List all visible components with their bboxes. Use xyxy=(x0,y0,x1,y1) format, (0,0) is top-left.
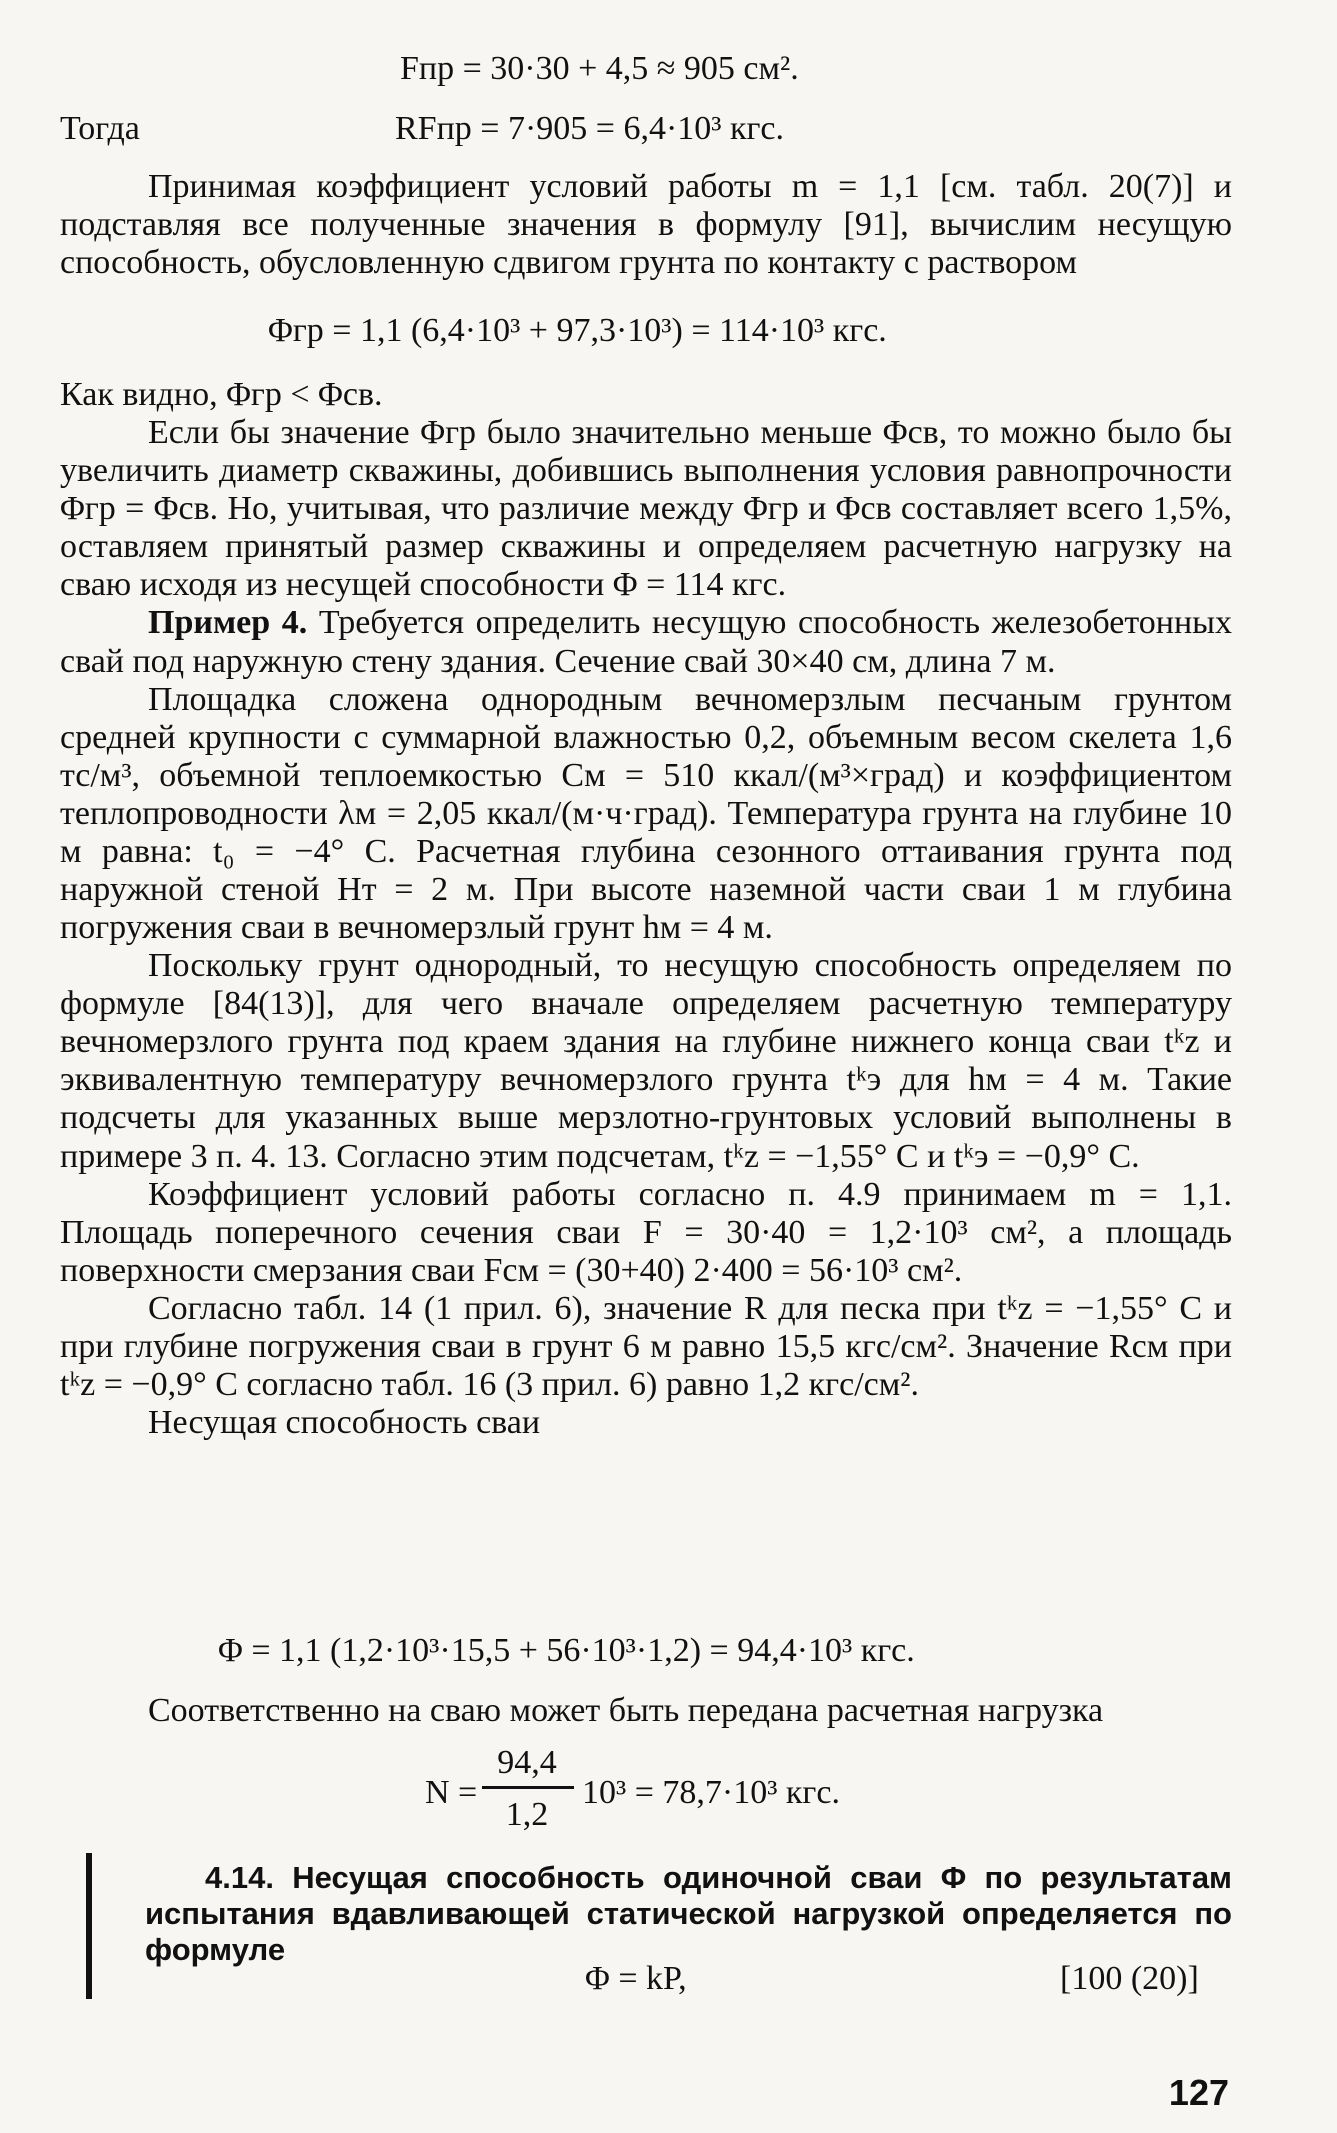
text-block-2 xyxy=(60,376,1232,1442)
paragraph-2: Как видно, Φгр < Φсв. xyxy=(60,376,383,413)
formula-lead-word: Тогда xyxy=(60,110,140,147)
formula-phi-kp: Φ = kP, xyxy=(585,1960,687,1997)
fraction-bar xyxy=(482,1786,574,1789)
paragraph-9: Несущая способность сваи xyxy=(148,1404,541,1442)
formula-n-lhs: N = xyxy=(425,1774,478,1811)
fraction-denominator: 1,2 xyxy=(505,1796,549,1833)
formula-phi: Φ = 1,1 (1,2·10³·15,5 + 56·10³·1,2) = 94,4·10³ кгс. xyxy=(218,1632,915,1669)
formula-reference: [100 (20)] xyxy=(1060,1960,1199,1997)
formula-rfpr: RFпр = 7·905 = 6,4·10³ кгс. xyxy=(395,110,785,147)
text-block-1 xyxy=(60,168,1232,282)
paragraph-3: Если бы значение Φгр было значительно меньше Φсв, то можно было бы увеличить диаметр скважины, добившись выполнения условия равнопрочности Φгр = Φсв. Но, учитывая, что различие между Φгр и Φсв составляет всего 1,5%, оставляем принятый размер скважины и определяем расчетную нагрузку на сваю исходя из несущей способности Φ = 114 кгс. xyxy=(60,414,1232,604)
formula-phi-gr: Φгр = 1,1 (6,4·10³ + 97,3·10³) = 114·10³ кгс. xyxy=(268,312,887,349)
formula-n-rhs: 10³ = 78,7·10³ кгс. xyxy=(582,1774,840,1811)
fraction-numerator: 94,4 xyxy=(497,1744,557,1781)
text-block-3 xyxy=(60,1692,1232,1730)
example-4-label: Пример 4. xyxy=(148,604,308,642)
paragraph-7: Коэффициент условий работы согласно п. 4.9 принимаем m = 1,1. Площадь поперечного сечения сваи F = 30·40 = 1,2·10³ см², а площадь поверхности смерзания сваи Fсм = (30+40) 2·400 = 56·10³ см². xyxy=(60,1175,1232,1289)
formula-fpr: Fпр = 30·30 + 4,5 ≈ 905 см². xyxy=(400,50,799,87)
example-4-text: Требуется определить несущую способность железобетонных свай под наружную стену здания. Сечение свай 30×40 см, длина 7 м. xyxy=(60,604,1233,680)
paragraph-5: Площадка сложена однородным вечномерзлым песчаным грунтом средней крупности с суммарной влажностью 0,2, объемным весом скелета 1,6 тс/м³, объемной теплоемкостью Cм = 510 ккал/(м³×град) и коэффициентом теплопроводности λм = 2,05 ккал/(м·ч·град). Температура грунта на глубине 10 м равна: t₀ = −4° C. Расчетная глубина сезонного оттаивания грунта под наружной стеной Hт = 2 м. При высоте наземной части сваи 1 м глубина погружения сваи в вечномерзлый грунт hм = 4 м. xyxy=(60,680,1232,947)
paragraph-10: Соответственно на сваю может быть передана расчетная нагрузка xyxy=(148,1692,1104,1729)
paragraph-6: Поскольку грунт однородный, то несущую способность определяем по формуле [84(13)], для чего вначале определяем расчетную температуру вечномерзлого грунта под краем здания на глубине нижнего конца сваи tᵏz и эквивалентную температуру вечномерзлого грунта tᵏэ для hм = 4 м. Такие подсчеты для указанных выше мерзлотно-грунтовых условий выполнены в примере 3 п. 4. 13. Согласно этим подсчетам, tᵏz = −1,55° C и tᵏэ = −0,9° C. xyxy=(60,947,1232,1175)
margin-rule xyxy=(86,1853,92,1999)
page-number: 127 xyxy=(1168,2072,1229,2113)
section-4-14 xyxy=(145,1860,1232,1968)
paragraph-1: Принимая коэффициент условий работы m = 1,1 [см. табл. 20(7)] и подставляя все полученные значения в формулу [91], вычислим несущую способность, обусловленную сдвигом грунта по контакту с раствором xyxy=(60,168,1232,282)
paragraph-8: Согласно табл. 14 (1 прил. 6), значение R для песка при tᵏz = −1,55° C и при глубине погружения сваи в грунт 6 м равно 15,5 кгс/см². Значение Rсм при tᵏz = −0,9° C согласно табл. 16 (3 прил. 6) равно 1,2 кгс/см². xyxy=(60,1289,1232,1404)
paragraph-11: 4.14. Несущая способность одиночной сваи Φ по результатам испытания вдавливающей статической нагрузкой определяется по формуле xyxy=(145,1860,1232,1967)
paragraph-4 xyxy=(60,604,1232,680)
